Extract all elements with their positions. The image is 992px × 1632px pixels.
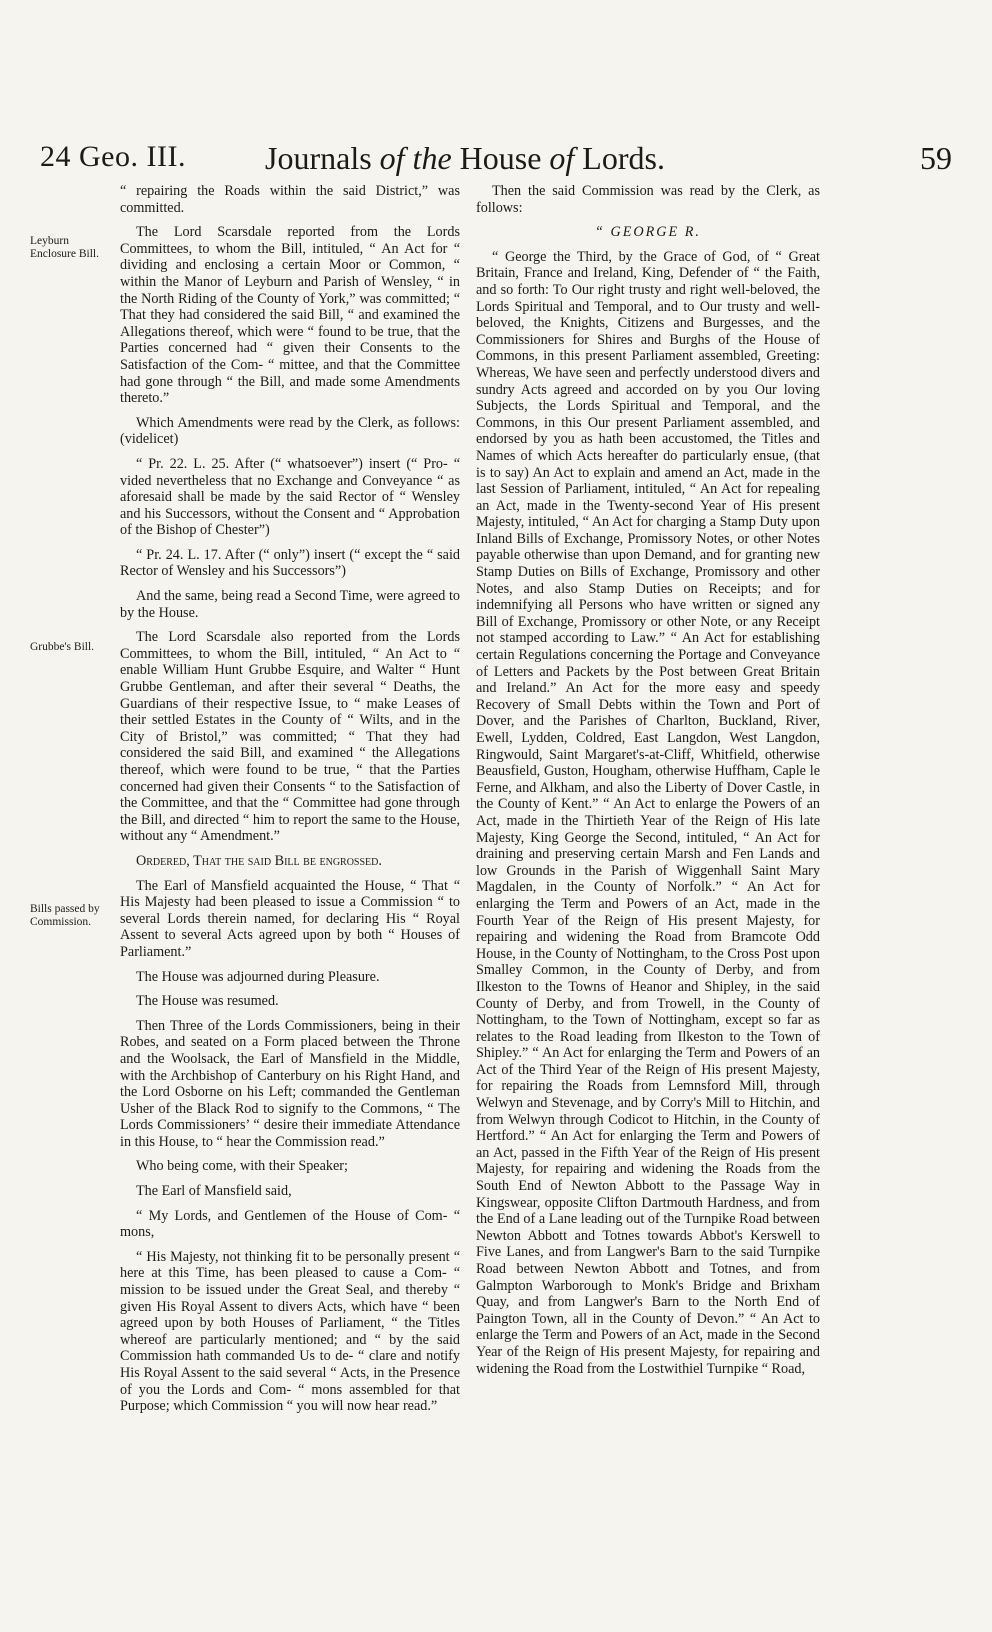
paragraph: Who being come, with their Speaker; <box>136 1158 348 1175</box>
paragraph: “ My Lords, and Gentlemen of the House of Com- “ mons, <box>120 1207 460 1241</box>
journal-title: Journals of the House of Lords. <box>265 140 665 176</box>
page-number: 59 <box>920 140 952 176</box>
paragraph: “ Pr. 22. L. 25. After (“ whatsoever”) insert (“ Pro- “ vided nevertheless that no Exchange and Conveyance “ as aforesaid shall be made by the said Rector of “ Wensley and his Successors, without the Consent and “ Approbation of the Bishop of Chester”) <box>120 455 460 539</box>
paragraph: And the same, being read a Second Time, were agreed to by the House. <box>120 588 460 621</box>
paragraph: The Lord Scarsdale reported from the Lords Committees, to whom the Bill, intituled, “ An Act for “ dividing and enclosing a certain Moor or Common, “ within the Manor of Leyburn and Parish of Wensley, “ in the North Riding of the County of York,” was committed; “ That they had considered the said Bill, “ and examined the Allegations thereof, which were “ found to be true, that the Parties concerned had “ given their Consents to the Satisfaction of the Com- “ mittee, and that the Committee had gone through “ the Bill, and made some Amendments thereto.” <box>120 224 460 407</box>
paragraph: Ordered, That the said Bill be engrossed. <box>136 852 382 869</box>
paragraph: The House was adjourned during Pleasure. <box>136 968 380 985</box>
paragraph: The House was resumed. <box>136 993 279 1010</box>
paragraph: The Lord Scarsdale also reported from the Lords Committees, to whom the Bill, intituled, “ An Act to “ enable William Hunt Grubbe Esquire, and Walter “ Hunt Grubbe Gentleman, and after their several “ Deaths, the Guardians of their respective Issue, to “ make Leases of their settled Estates in the County of “ Wilts, and in the City of Bristol,” was committed; “ That they had considered the said Bill, and examined “ the Allegations thereof, which were found to be true, “ that the Parties concerned had given their Consents “ to the Satisfaction of the Committee, and that the “ Committee had gone through the Bill, and directed “ him to report the same to the House, without any “ Amendment.” <box>120 629 460 845</box>
regnal-year: 24 Geo. III. <box>40 140 186 173</box>
paragraph: “ Pr. 24. L. 17. After (“ only”) insert (“ except the “ said Rector of Wensley and his Successors”) <box>120 546 460 580</box>
paragraph: The Earl of Mansfield said, <box>136 1183 292 1200</box>
paragraph: Then Three of the Lords Commissioners, being in their Robes, and seated on a Form placed between the Throne and the Woolsack, the Earl of Mansfield in the Middle, with the Archbishop of Canterbury on his Right Hand, and the Lord Osborne on his Left; commanded the Gentleman Usher of the Black Rod to signify to the Commons, “ The Lords Commissioners’ “ desire their immediate Attendance in this House, to “ hear the Commission read.” <box>120 1017 460 1150</box>
paragraph: Which Amendments were read by the Clerk, as follows: (videlicet) <box>120 414 460 448</box>
commission-heading: “ GEORGE R. <box>595 224 701 241</box>
paragraph: “ His Majesty, not thinking fit to be personally present “ here at this Time, has been pleased to cause a Com- “ mission to be issued under the Great Seal, and thereby “ given His Royal Assent to divers Acts, which have “ been agreed upon by both Houses of Parliament, “ the Titles whereof are particularly mentioned; and “ by the said Commission hath commanded Us to de- “ clare and notify His Royal Assent to the said several “ Acts, in the Presence of you the Lords and Com- “ mons assembled for that Purpose; which Commission “ you will now hear read.” <box>120 1248 460 1415</box>
margin-note-grubbe: Grubbe's Bill. <box>30 641 95 653</box>
paragraph: “ George the Third, by the Grace of God, of “ Great Britain, France and Ireland, King, Defender of “ the Faith, and so forth: To Our right trusty and right well-beloved, the Lords Spiritual and Temporal, and to Our trusty and well-beloved, the Knights, Citizens and Burgesses, and the Commissioners for Shires and Burghs of the House of Commons, in this present Parliament assembled, Greeting: Whereas, We have seen and perfectly understood divers and sundry Acts agreed and accorded on by you Our loving Subjects, the Lords Spiritual and Temporal, and the Commons, in this Our present Parliament assembled, and endorsed by you as hath been accustomed, the Titles and Names of which Acts hereafter do particularly ensue, (that is to say) An Act to explain and amend an Act, made in the last Session of Parliament, intituled, “ An Act for repealing an Act, made in the Twenty-second Year of His present Majesty, intituled, “ An Act for charging a Stamp Duty upon Inland Bills of Exchange, Promissory Notes, or other Notes payable otherwise than upon Demand, and for granting new Stamp Duties on Bills of Exchange, Promissory and other Notes, and also Stamp Duties on Receipts; and for indemnifying all Persons who have written or signed any Bill of Exchange, Promissory or other Note, or any Receipt not stamped according to Law.” “ An Act for establishing certain Regulations concerning the Portage and Conveyance of Letters and Packets by the Post between Great Britain and Ireland.” An Act for the more easy and speedy Recovery of Small Debts within the Town and Port of Dover, and the Parishes of Charlton, Buckland, River, Ewell, Lydden, Coldred, East Langdon, West Langdon, Ringwould, Saint Margaret's-at-Cliff, Whitfield, otherwise Beausfield, Guston, Hougham, otherwise Huffham, Caple le Ferne, and Alkham, and also the Liberty of Dover Castle, in the County of Kent.” “ An Act to enlarge the Powers of an Act, made in the Thirtieth Year of the Reign of His late Majesty, King George the Second, intituled, “ An Act for draining and preserving certain Marsh and Fen Lands and low Grounds in the Parish of Wiggenhall Saint Mary Magdalen, in the County of Norfolk.” “ An Act for enlarging the Term and Powers of an Act, made in the Fourth Year of the Reign of His present Majesty, for repairing and widening the Road from Bramcote Odd House, in the County of Nottingham, to the Cross Post upon Smalley Common, in the County of Derby, and from Ilkeston to the Towns of Heanor and Shipley, in the said County of Derby, and from Trowell, in the County of Nottingham, to the Town of Nottingham, except so far as relates to the Road leading from Ilkeston to the Town of Shipley.” “ An Act for enlarging the Term and Powers of an Act of the Third Year of the Reign of His present Majesty, for repairing the Roads from Lemnsford Mill, through Welwyn and Stevenage, and by Corry's Mill to Hitchin, and from Welwyn through Codicot to Hitchin, in the County of Hertford.” “ An Act for enlarging the Term and Powers of an Act, passed in the Fifth Year of the Reign of His present Majesty, for repairing and widening the Roads from the South End of Newton Abbott to the Passage Way in Kingswear, opposite Clifton Dartmouth Hardness, and from the End of a Lane leading out of the Turnpike Road between Newton Abbott and Totnes towards Abbot's Kerswell to Five Lanes, and from Langwer's Barn to the said Turnpike Road between Newton Abbott and Totnes, and from Galmpton Warborough to Monk's Bridge and Brixham Quay, and from Langwer's Barn to the North End of Paington Town, all in the County of Devon.” “ An Act to enlarge the Term and Powers of an Act, made in the Second Year of the Reign of His present Majesty, for repairing and widening the Road from the Lostwithiel Turnpike “ Road, <box>476 248 820 1377</box>
right-column <box>476 183 820 1385</box>
paragraph: The Earl of Mansfield acquainted the House, “ That “ His Majesty had been pleased to issue a Commission “ to several Lords therein named, for declaring His “ Royal Assent to several Acts agreed upon by both “ Houses of Parliament.” <box>120 877 460 960</box>
left-column <box>120 183 460 1423</box>
paragraph: “ repairing the Roads within the said District,” was committed. <box>120 183 460 216</box>
margin-note-bills-passed: Bills passed by Commission. <box>30 903 100 928</box>
paragraph: Then the said Commission was read by the Clerk, as follows: <box>476 183 820 216</box>
margin-note-leyburn: Leyburn Enclosure Bill. <box>30 235 99 260</box>
